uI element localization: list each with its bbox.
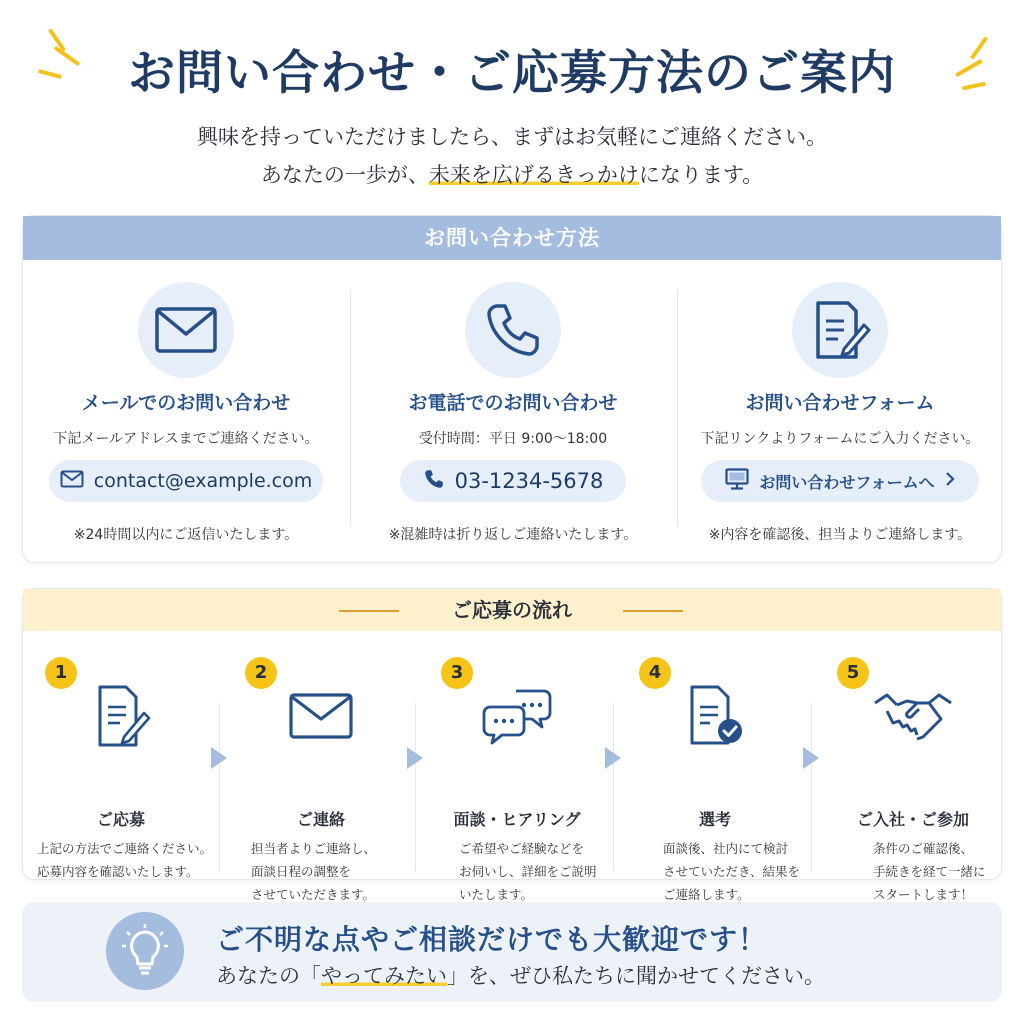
mail-icon [138,282,234,378]
intro-line-1: 興味を持っていただけましたら、まずはお気軽にご連絡ください。 [197,125,827,149]
phone-contact-title: お電話でのお問い合わせ [408,392,618,414]
intro-line-2-post: になります。 [638,163,764,187]
banner-subtitle [216,960,825,990]
flow-step-2 [223,631,419,902]
email-contact-note: ※24時間以内にご返信いたします。 [73,527,299,543]
intro-line-2-pre: あなたの一歩が、 [260,163,429,187]
flow-step-3 [419,631,615,902]
phone-small-icon [423,468,445,495]
step-number-badge: 5 [837,657,869,689]
heading-line-left [339,610,399,612]
application-flow-heading: ご応募の流れ [452,598,572,622]
banner-sub-post: 」を、ぜひ私たちに聞かせてください。 [447,964,825,988]
step-divider [811,703,812,871]
step-description: 上記の方法でご連絡ください。 応募内容を確認いたします。 [37,841,213,879]
application-flow-card [22,588,1002,902]
mail-icon [286,681,356,751]
step-title: 選考 [698,810,731,829]
document-check-icon [680,681,750,751]
monitor-icon [725,468,749,494]
consultation-banner [22,902,1002,1002]
step-divider [219,703,220,871]
flow-step-5 [815,631,1011,902]
form-icon [792,282,888,378]
banner-highlight: やってみたい [321,964,447,988]
phone-icon [465,282,561,378]
step-number-badge: 2 [245,657,277,689]
intro-text [0,118,1024,194]
step-description: ご希望やご経験などを お伺いし、詳細をご説明 いたします。 [459,841,597,902]
email-contact-title: メールでのお問い合わせ [81,392,291,414]
form-contact-subtitle: 下記リンクよりフォームにご入力ください。 [700,431,980,447]
step-divider [613,703,614,871]
phone-contact-note: ※混雑時は折り返しご連絡いたします。 [388,527,638,543]
contact-form-button[interactable] [701,460,979,502]
flow-step-1 [23,631,219,881]
contact-methods-card [22,215,1002,563]
step-number-badge: 1 [45,657,77,689]
form-contact-note: ※内容を確認後、担当よりご連絡します。 [708,527,972,543]
intro-line-2 [0,156,1024,194]
page-title: お問い合わせ・ご応募方法のご案内 [128,46,896,101]
form-contact-title: お問い合わせフォーム [745,392,935,414]
form-contact-column [677,260,1003,564]
heading-line-right [623,610,683,612]
handshake-icon [871,681,955,751]
step-title: ご応募 [96,810,145,829]
email-contact-subtitle: 下記メールアドレスまでご連絡ください。 [53,431,319,447]
document-edit-icon [86,681,156,751]
step-divider [415,703,416,871]
banner-title: ご不明な点やご相談だけでも大歓迎です！ [216,923,768,956]
chevron-right-icon [945,471,955,491]
step-title: ご連絡 [296,810,345,829]
mail-small-icon [60,470,84,493]
chat-bubbles-icon [477,681,557,751]
step-number-badge: 4 [639,657,671,689]
phone-contact-hours: 受付時間：平日 9:00〜18:00 [418,431,608,447]
step-description: 条件のご確認後、 手続きを経て一緒に スタートします！ [873,841,986,902]
application-flow-header [23,589,1001,631]
email-contact-column [23,260,349,564]
banner-sub-pre: あなたの「 [216,964,321,988]
phone-contact-column [350,260,676,564]
contact-form-label: お問い合わせフォームへ [759,472,935,492]
flow-step-4 [617,631,813,902]
intro-highlight: 未来を広げるきっかけ [428,163,639,187]
email-address-label: contact@example.com [93,470,313,492]
contact-methods-heading: お問い合わせ方法 [23,216,1001,260]
step-number-badge: 3 [441,657,473,689]
phone-number-label: 03-1234-5678 [454,469,604,493]
step-title: ご入社・ご参加 [856,810,969,829]
step-description: 面談後、社内にて検討 させていただき、結果を ご連絡します。 [663,841,801,902]
email-address-link[interactable] [49,460,323,502]
step-description: 担当者よりご連絡し、 面談日程の調整を させていただきます。 [251,841,377,902]
phone-number-link[interactable] [400,460,626,502]
step-title: 面談・ヒアリング [453,810,581,829]
lightbulb-icon [106,912,184,990]
